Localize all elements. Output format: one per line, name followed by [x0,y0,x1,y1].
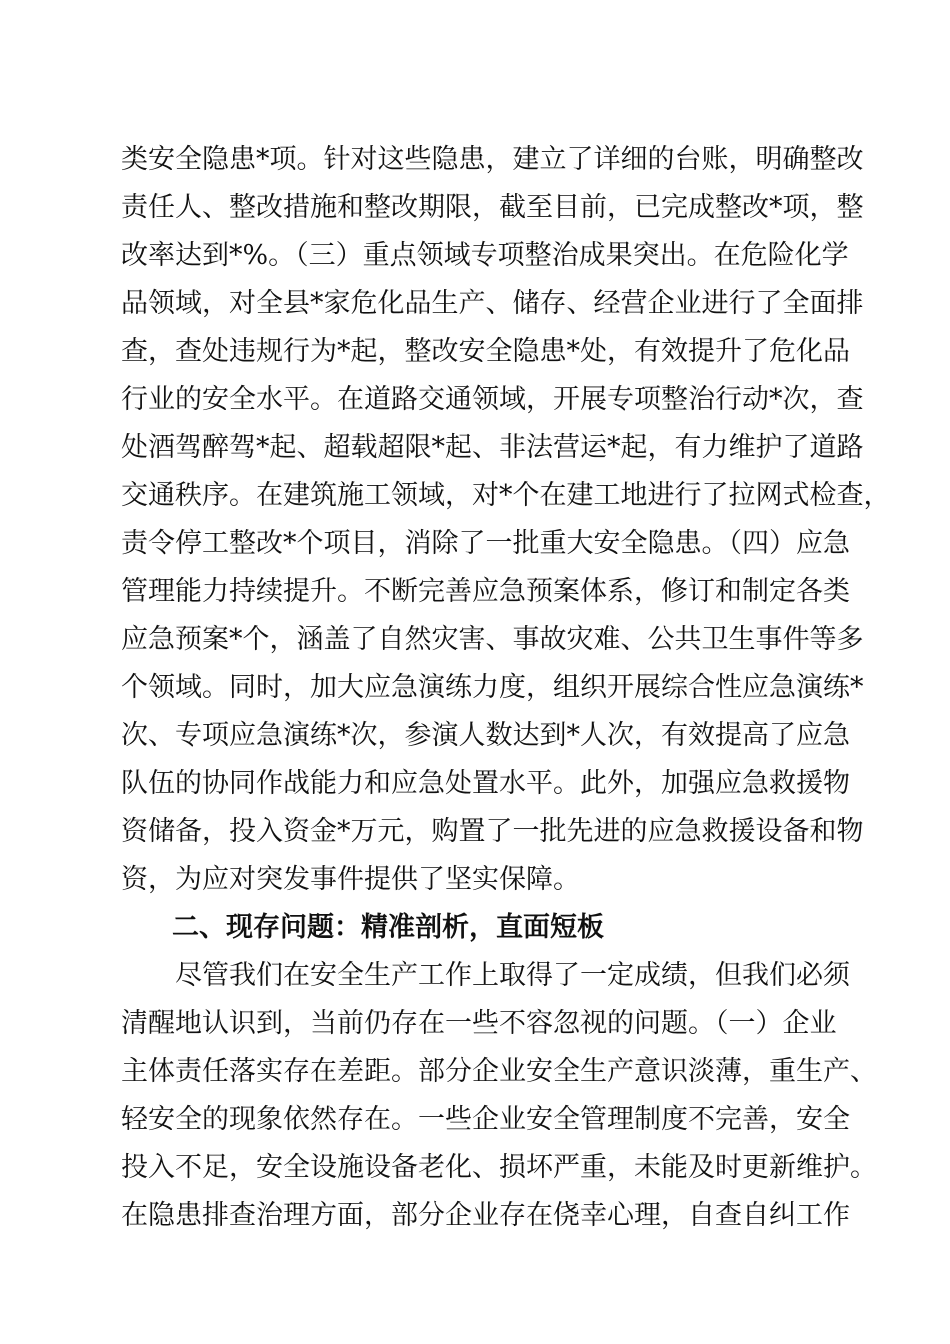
paragraph-line: 队伍的协同作战能力和应急处置水平。此外，加强应急救援物 [121,768,850,799]
paragraph-line: 行业的安全水平。在道路交通领域，开展专项整治行动*次，查 [121,384,864,415]
paragraph-line: 管理能力持续提升。不断完善应急预案体系，修订和制定各类 [121,576,850,607]
paragraph-line: 次、专项应急演练*次，参演人数达到*人次，有效提高了应急 [121,720,850,751]
paragraph-line: 应急预案*个，涵盖了自然灾害、事故灾难、公共卫生事件等多 [121,624,864,655]
paragraph-line: 资，为应对突发事件提供了坚实保障。 [121,864,580,895]
paragraph-line: 资储备，投入资金*万元，购置了一批先进的应急救援设备和物 [121,816,864,847]
paragraph-line: 主体责任落实存在差距。部分企业安全生产意识淡薄，重生产、 [121,1056,877,1087]
paragraph-line: 投入不足，安全设施设备老化、损坏严重，未能及时更新维护。 [121,1152,877,1183]
paragraph-line: 责令停工整改*个项目，消除了一批重大安全隐患。（四）应急 [121,528,850,559]
paragraph-line: 责任人、整改措施和整改期限，截至目前，已完成整改*项，整 [121,192,864,223]
paragraph-line: 在隐患排查治理方面，部分企业存在侥幸心理，自查自纠工作 [121,1200,850,1231]
paragraph-line: 品领域，对全县*家危化品生产、储存、经营企业进行了全面排 [121,288,864,319]
section-heading: 二、现存问题：精准剖析，直面短板 [172,912,604,943]
paragraph-line: 轻安全的现象依然存在。一些企业安全管理制度不完善，安全 [121,1104,850,1135]
paragraph-line: 查，查处违规行为*起，整改安全隐患*处，有效提升了危化品 [121,336,850,367]
paragraph-line: 个领域。同时，加大应急演练力度，组织开展综合性应急演练* [121,672,864,703]
paragraph-line: 清醒地认识到，当前仍存在一些不容忽视的问题。（一）企业 [121,1008,837,1039]
paragraph-line: 交通秩序。在建筑施工领域，对*个在建工地进行了拉网式检查， [121,480,891,511]
paragraph-line: 改率达到*%。（三）重点领域专项整治成果突出。在危险化学 [121,240,849,271]
paragraph-line: 处酒驾醉驾*起、超载超限*起、非法营运*起，有力维护了道路 [121,432,864,463]
paragraph-line: 类安全隐患*项。针对这些隐患，建立了详细的台账，明确整改 [121,144,864,175]
paragraph-line: 尽管我们在安全生产工作上取得了一定成绩，但我们必须 [175,960,850,991]
